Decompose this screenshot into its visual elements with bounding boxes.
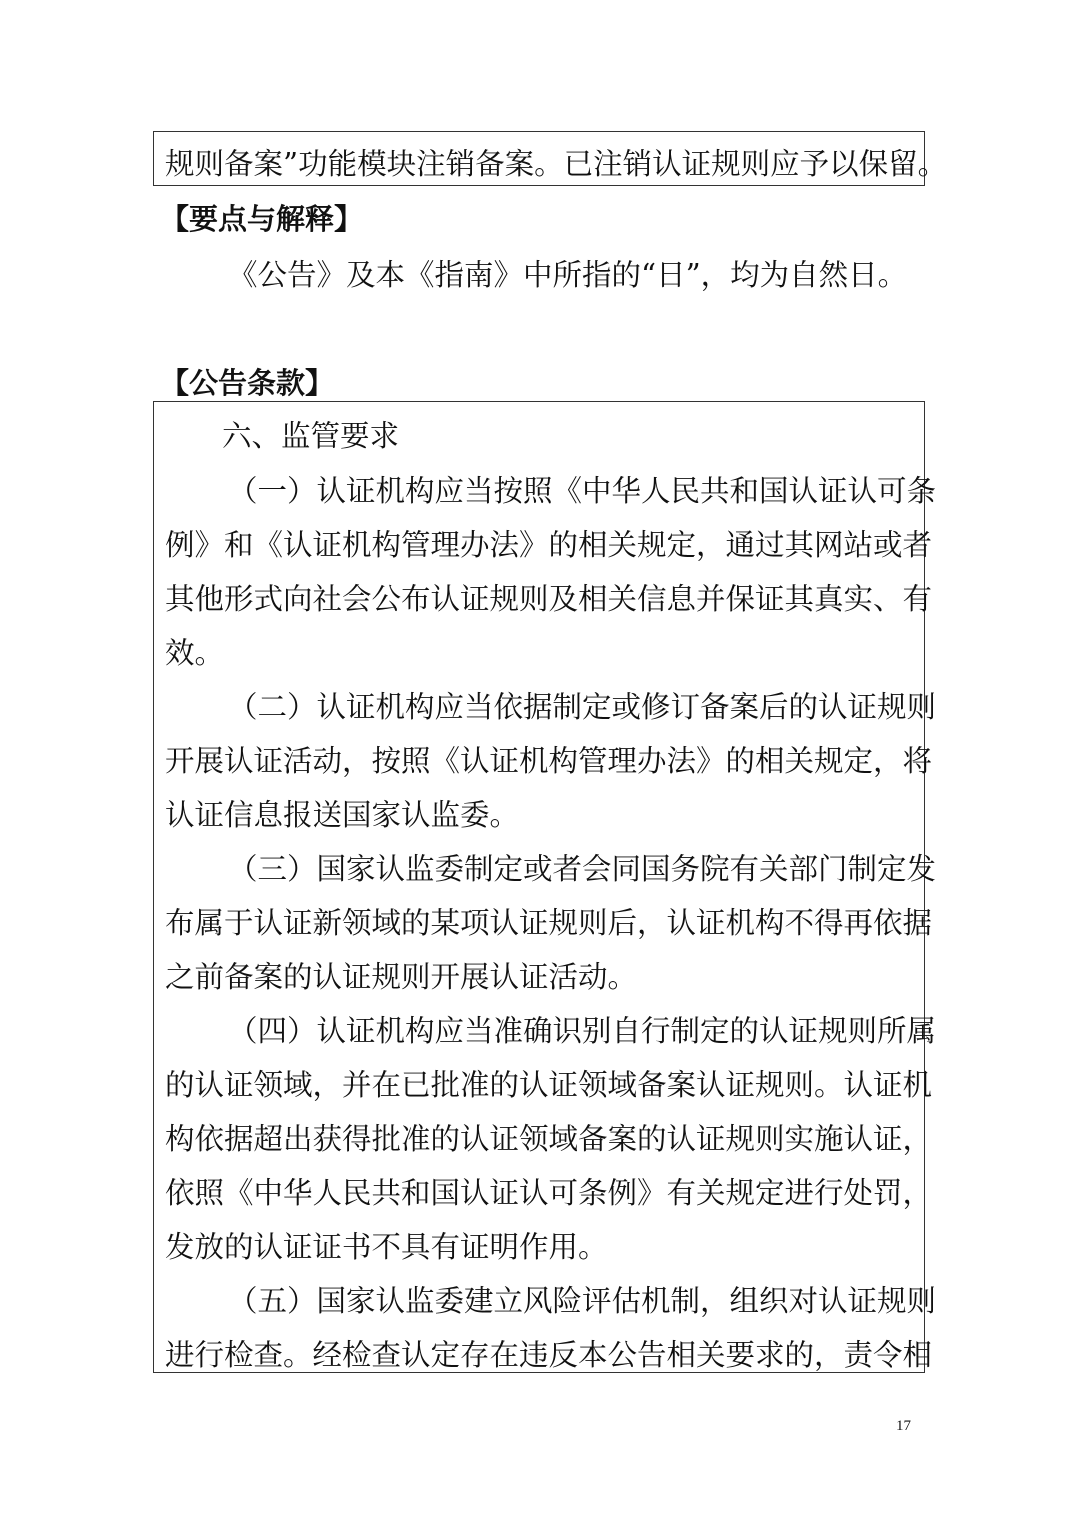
clause-line: 构依据超出获得批准的认证领域备案的认证规则实施认证， <box>165 1122 933 1156</box>
clause-line: 依照《中华人民共和国认证认可条例》有关规定进行处罚， <box>165 1176 933 1210</box>
clause-title: 六、监管要求 <box>222 419 400 453</box>
clause-line: 进行检查。经检查认定存在违反本公告相关要求的，责令相 <box>165 1338 933 1372</box>
clause-line: 之前备案的认证规则开展认证活动。 <box>165 960 638 994</box>
clause-line: 开展认证活动，按照《认证机构管理办法》的相关规定，将 <box>165 744 933 778</box>
clauses-heading: 【公告条款】 <box>160 366 335 400</box>
page-number: 17 <box>896 1418 911 1434</box>
clause-line: （四）认证机构应当准确识别自行制定的认证规则所属 <box>228 1014 937 1048</box>
clause-line: （三）国家认监委制定或者会同国务院有关部门制定发 <box>228 852 937 886</box>
clause-line: （五）国家认监委建立风险评估机制，组织对认证规则 <box>228 1284 937 1318</box>
clause-line: （一）认证机构应当按照《中华人民共和国认证认可条 <box>228 474 937 508</box>
clause-line: 布属于认证新领域的某项认证规则后，认证机构不得再依据 <box>165 906 933 940</box>
clause-line: 效。 <box>165 636 225 670</box>
clause-line: 的认证领域，并在已批准的认证领域备案认证规则。认证机 <box>165 1068 933 1102</box>
clause-line: 例》和《认证机构管理办法》的相关规定，通过其网站或者 <box>165 528 933 562</box>
continuation-text: 规则备案”功能模块注销备案。已注销认证规则应予以保留。 <box>165 147 948 181</box>
clause-line: （二）认证机构应当依据制定或修订备案后的认证规则 <box>228 690 937 724</box>
clause-line: 认证信息报送国家认监委。 <box>165 798 520 832</box>
clause-line: 发放的认证证书不具有证明作用。 <box>165 1230 608 1264</box>
key-points-body: 《公告》及本《指南》中所指的“日”，均为自然日。 <box>228 258 908 292</box>
clause-line: 其他形式向社会公布认证规则及相关信息并保证其真实、有 <box>165 582 933 616</box>
key-points-heading: 【要点与解释】 <box>160 202 364 236</box>
